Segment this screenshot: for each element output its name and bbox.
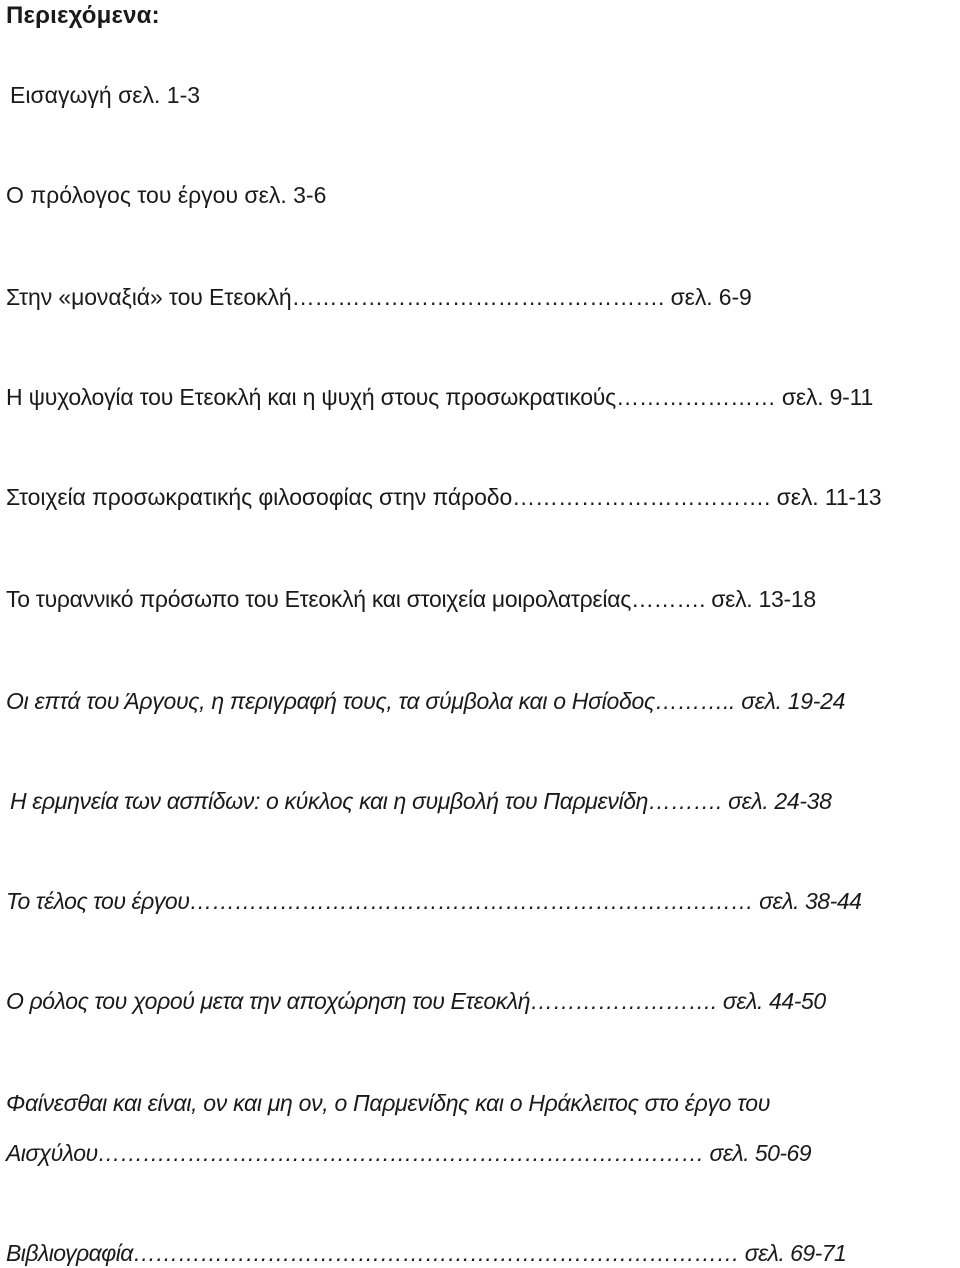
page-title: Περιεχόμενα: <box>6 2 160 29</box>
toc-entry-shields: Η ερμηνεία των ασπίδων: ο κύκλος και η συμβολή του Παρμενίδη………. σελ. 24-38 <box>10 788 832 814</box>
toc-entry-bibliography: Βιβλιογραφία……………………………………………………………………… σελ. 69-71 <box>6 1240 847 1266</box>
toc-entry-tyrannical-face: Το τυραννικό πρόσωπο του Ετεοκλή και στοιχεία μοιρολατρείας………. σελ. 13-18 <box>6 586 816 612</box>
toc-entry-seven-of-argos: Οι επτά του Άργους, η περιγραφή τους, τα σύμβολα και ο Ησίοδος……….. σελ. 19-24 <box>6 688 846 714</box>
toc-entry-chorus-role: Ο ρόλος του χορού μετα την αποχώρηση του Ετεοκλή……………………. σελ. 44-50 <box>6 988 826 1014</box>
toc-entry-psychology: Η ψυχολογία του Ετεοκλή και η ψυχή στους προσωκρατικούς………………… σελ. 9-11 <box>6 384 874 410</box>
toc-entry-prologue: Ο πρόλογος του έργου σελ. 3-6 <box>6 182 327 208</box>
toc-entry-end-of-play: Το τέλος του έργου………………………………………………………………… σελ. 38-44 <box>6 888 862 914</box>
toc-entry-eteocles-solitude: Στην «μοναξιά» του Ετεοκλή…………………………………………. σελ. 6-9 <box>6 284 752 310</box>
toc-entry-parodos: Στοιχεία προσωκρατικής φιλοσοφίας στην πάροδο……………………………. σελ. 11-13 <box>6 484 882 510</box>
toc-entry-intro: Εισαγωγή σελ. 1-3 <box>10 82 201 108</box>
toc-entry-appearance-being-line2: Αισχύλου……………………………………………………………………… σελ. 50-69 <box>6 1140 811 1166</box>
toc-entry-appearance-being-line1: Φαίνεσθαι και είναι, ον και μη ον, ο Παρμενίδης και ο Ηράκλειτος στο έργο του <box>6 1090 771 1116</box>
